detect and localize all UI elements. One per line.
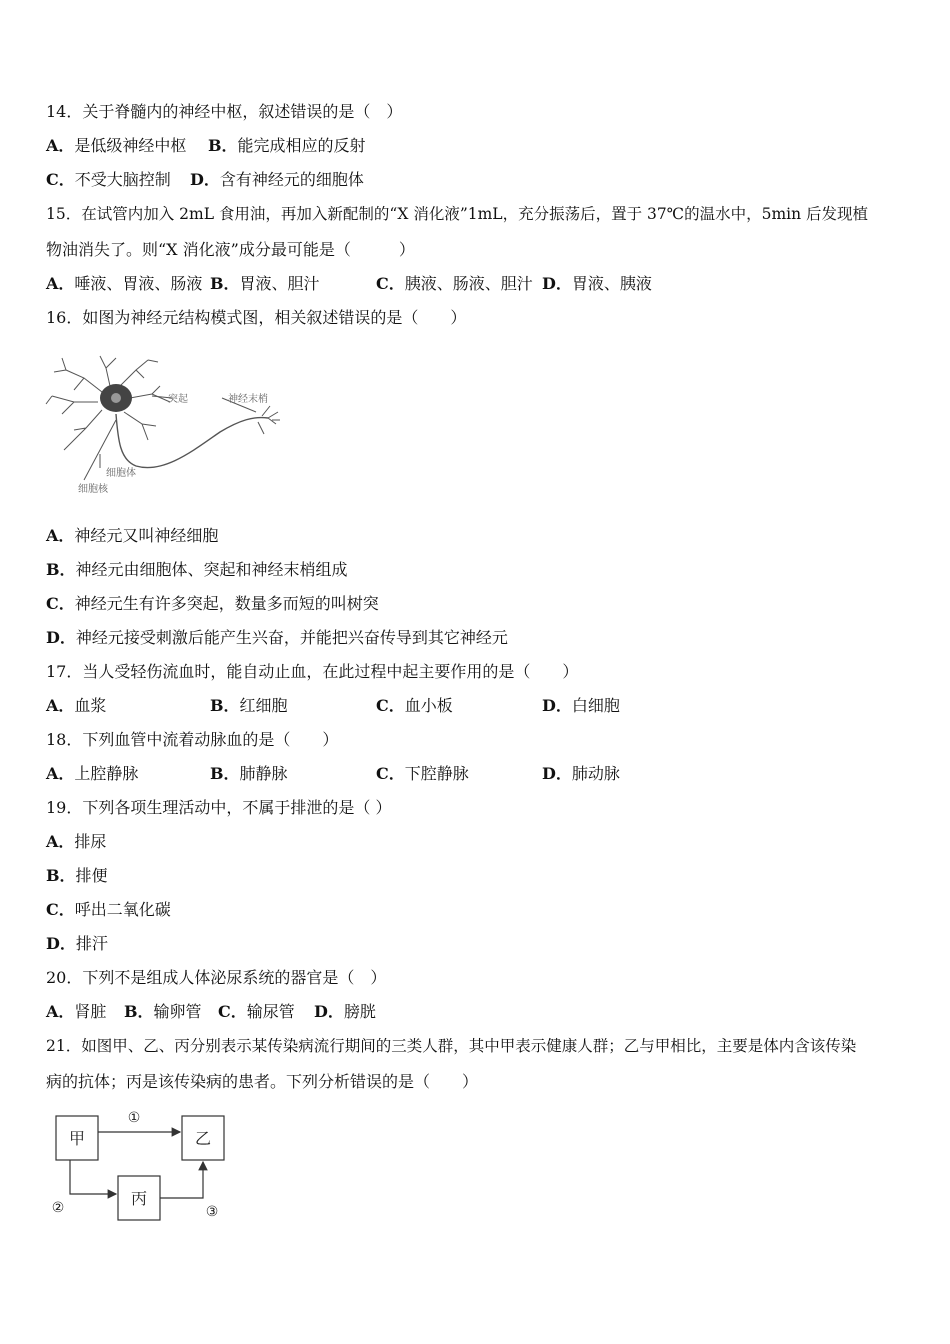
option-text: 肺静脉 — [239, 764, 288, 783]
option-label: A． — [46, 832, 75, 851]
option-label: D． — [542, 696, 572, 715]
option-label: C． — [46, 594, 75, 613]
option-label: A． — [46, 136, 75, 155]
option-text: 含有神经元的细胞体 — [219, 170, 364, 189]
q14-option-d — [190, 170, 364, 190]
q17-option-b — [210, 696, 288, 716]
option-text: 是低级神经中枢 — [74, 136, 187, 155]
option-text: 输卵管 — [153, 1002, 202, 1021]
option-text: 能完成相应的反射 — [237, 136, 366, 155]
option-text: 输尿管 — [246, 1002, 295, 1021]
arrow-3 — [160, 1162, 203, 1198]
option-label: A． — [46, 696, 75, 715]
option-label: D． — [190, 170, 220, 189]
option-label: C． — [46, 900, 75, 919]
option-text: 神经元由细胞体、突起和神经末梢组成 — [75, 560, 348, 579]
option-label: B． — [46, 866, 76, 885]
neuron-label-cell-body: 细胞体 — [106, 468, 136, 479]
option-label: C． — [376, 764, 405, 783]
arrow-label-2: ② — [51, 1200, 65, 1216]
q14-option-a — [46, 136, 186, 156]
population-diagram — [40, 1102, 240, 1224]
option-text: 胃液、胰液 — [571, 274, 652, 293]
option-text: 不受大脑控制 — [74, 170, 171, 189]
q16-stem: 16．如图为神经元结构模式图，相关叙述错误的是（ ） — [46, 308, 467, 327]
box-bing-label: 丙 — [130, 1189, 148, 1208]
option-label: D． — [542, 274, 572, 293]
option-label: D． — [46, 934, 76, 953]
q17-option-a — [46, 696, 106, 716]
q20-option-a — [46, 1002, 106, 1022]
option-text: 血浆 — [74, 696, 107, 715]
q17-stem: 17．当人受轻伤流血时，能自动止血，在此过程中起主要作用的是（ ） — [46, 662, 579, 681]
option-text: 肺动脉 — [571, 764, 620, 783]
option-text: 神经元生有许多突起，数量多而短的叫树突 — [74, 594, 379, 613]
option-text: 神经元又叫神经细胞 — [74, 526, 219, 545]
option-text: 膀胱 — [343, 1002, 376, 1021]
q20-option-c — [218, 1002, 295, 1022]
box-jia-label: 甲 — [68, 1129, 86, 1148]
option-text: 排汗 — [75, 934, 108, 953]
option-label: B． — [210, 764, 240, 783]
neuron-figure — [44, 350, 280, 498]
option-text: 呼出二氧化碳 — [74, 900, 171, 919]
option-text: 唾液、胃液、肠液 — [74, 274, 203, 293]
option-text: 肾脏 — [74, 1002, 107, 1021]
option-text: 血小板 — [404, 696, 453, 715]
q18-option-c — [376, 764, 469, 784]
option-label: A． — [46, 274, 75, 293]
q15-stem-line1: 15．在试管内加入 2mL 食用油，再加入新配制的“X 消化液”1mL，充分振荡后，置于 37℃的温水中，5min 后发现植 — [46, 205, 869, 223]
arrow-2 — [70, 1160, 116, 1194]
neuron-label-tuqi: 突起 — [168, 394, 188, 405]
q21-stem-line2: 病的抗体；丙是该传染病的患者。下列分析错误的是（ ） — [46, 1072, 479, 1091]
q18-option-d — [542, 764, 620, 784]
q18-option-a — [46, 764, 138, 784]
option-label: D． — [46, 628, 76, 647]
q16-option-b — [46, 560, 348, 580]
q19-option-c — [46, 900, 171, 920]
q21-stem-line1: 21．如图甲、乙、丙分别表示某传染病流行期间的三类人群，其中甲表示健康人群；乙与甲相比，主要是体内含该传染 — [46, 1037, 857, 1055]
q16-option-a — [46, 526, 218, 546]
option-text: 胰液、肠液、胆汁 — [404, 274, 533, 293]
q15-stem-line2: 物油消失了。则“X 消化液”成分最可能是（ ） — [46, 240, 415, 259]
q14-option-b — [208, 136, 366, 156]
q15-option-c — [376, 274, 533, 294]
option-label: B． — [124, 1002, 154, 1021]
option-text: 排尿 — [74, 832, 107, 851]
q19-option-d — [46, 934, 108, 954]
option-label: B． — [210, 274, 240, 293]
arrow-label-1: ① — [127, 1110, 141, 1126]
q18-stem: 18．下列血管中流着动脉血的是（ ） — [46, 730, 339, 749]
option-text: 排便 — [75, 866, 108, 885]
q19-option-a — [46, 832, 106, 852]
option-label: A． — [46, 764, 75, 783]
option-label: D． — [542, 764, 572, 783]
neuron-nucleus — [111, 393, 121, 403]
q20-option-d — [314, 1002, 376, 1022]
option-text: 上腔静脉 — [74, 764, 139, 783]
q15-option-b — [210, 274, 320, 294]
option-label: C． — [46, 170, 75, 189]
option-text: 红细胞 — [239, 696, 288, 715]
q17-option-d — [542, 696, 620, 716]
option-label: A． — [46, 1002, 75, 1021]
q14-stem: 14．关于脊髓内的神经中枢，叙述错误的是（ ） — [46, 102, 403, 121]
box-yi-label: 乙 — [194, 1129, 212, 1148]
option-label: B． — [208, 136, 238, 155]
arrow-label-3: ③ — [205, 1204, 219, 1220]
option-label: B． — [210, 696, 240, 715]
q14-option-c — [46, 170, 171, 190]
q16-option-c — [46, 594, 379, 614]
q20-stem: 20．下列不是组成人体泌尿系统的器官是（ ） — [46, 968, 387, 987]
q18-option-b — [210, 764, 288, 784]
option-label: D． — [314, 1002, 344, 1021]
q19-stem: 19．下列各项生理活动中，不属于排泄的是（ ） — [46, 798, 392, 817]
option-text: 神经元接受刺激后能产生兴奋，并能把兴奋传导到其它神经元 — [75, 628, 508, 647]
option-label: C． — [218, 1002, 247, 1021]
option-label: B． — [46, 560, 76, 579]
option-text: 下腔静脉 — [404, 764, 469, 783]
q19-option-b — [46, 866, 108, 886]
option-label: A． — [46, 526, 75, 545]
option-label: C． — [376, 274, 405, 293]
q15-option-a — [46, 274, 202, 294]
option-text: 白细胞 — [571, 696, 620, 715]
option-label: C． — [376, 696, 405, 715]
q15-option-d — [542, 274, 652, 294]
q20-option-b — [124, 1002, 202, 1022]
q17-option-c — [376, 696, 453, 716]
neuron-label-nucleus: 细胞核 — [78, 484, 108, 495]
q16-option-d — [46, 628, 508, 648]
option-text: 胃液、胆汁 — [239, 274, 320, 293]
neuron-label-nerve-ending: 神经末梢 — [228, 394, 268, 405]
